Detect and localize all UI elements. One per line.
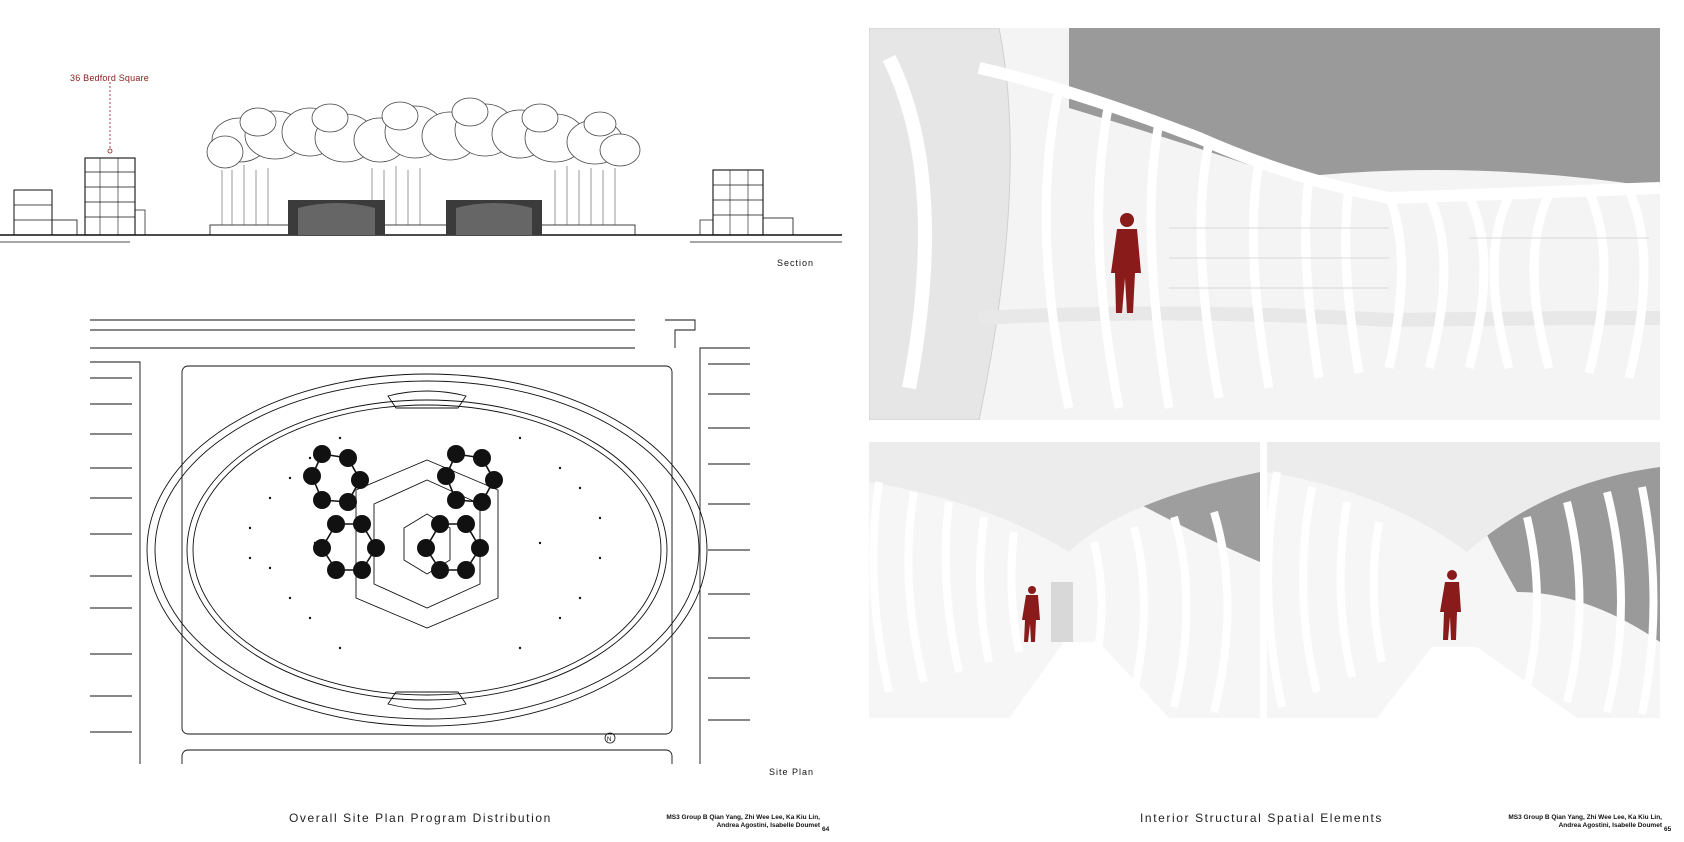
site-plan-caption: Site Plan [768,767,814,777]
render-elevated-walkway [869,28,1660,420]
left-page-title: Overall Site Plan Program Distribution [289,811,552,825]
render-corridor-left [869,442,1260,718]
render-corridor-right [1267,442,1660,718]
section-caption: Section [776,258,814,268]
building-label: 36 Bedford Square [70,73,149,83]
right-page [842,0,1684,842]
right-page-number: 65 [1664,826,1672,833]
right-page-title: Interior Structural Spatial Elements [1140,811,1384,825]
north-label: N [607,737,612,743]
left-page-number: 64 [822,826,830,833]
right-page-credits: MS3 Group B Qian Yang, Zhi Wee Lee, Ka Kiu Lin, Andrea Agostini, Isabelle Doumet [1508,814,1662,829]
site-plan-drawing [90,318,750,764]
left-page-credits: MS3 Group B Qian Yang, Zhi Wee Lee, Ka Kiu Lin, Andrea Agostini, Isabelle Doumet [666,814,820,829]
section-drawing [0,60,842,260]
